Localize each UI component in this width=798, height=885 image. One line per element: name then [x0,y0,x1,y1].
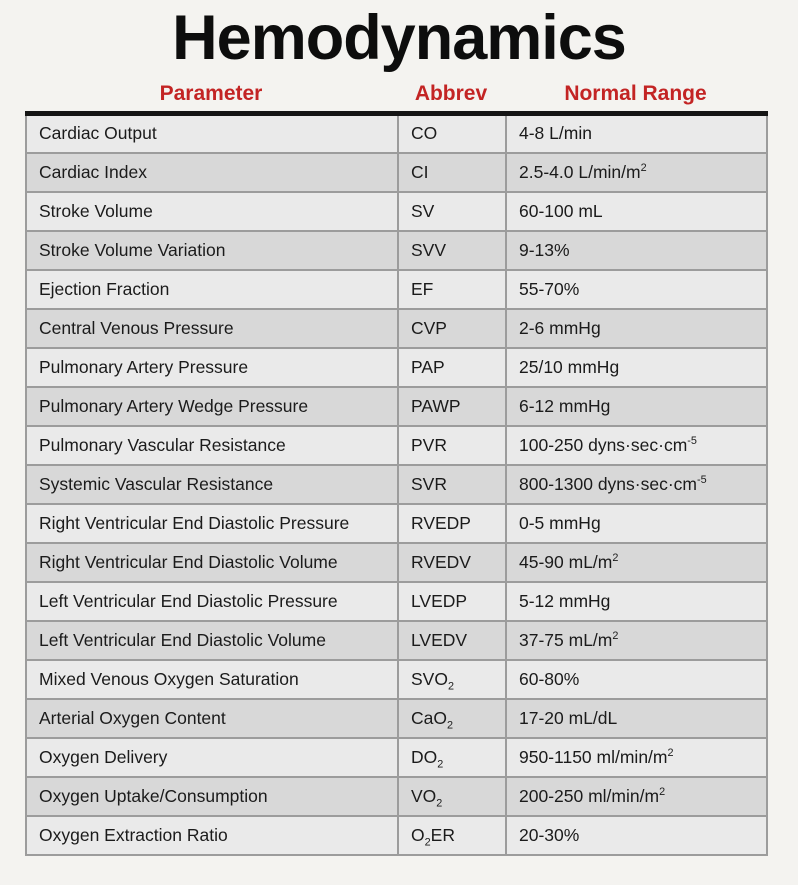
hemodynamics-table [25,111,768,856]
table-row [26,699,767,738]
table-row [26,621,767,660]
cell-parameter: Left Ventricular End Diastolic Pressure [26,582,398,621]
cell-parameter: Right Ventricular End Diastolic Pressure [26,504,398,543]
cell-abbrev: RVEDV [398,543,506,582]
table-row [26,465,767,504]
cell-normal-range: 25/10 mmHg [506,348,767,387]
cell-parameter: Oxygen Delivery [26,738,398,777]
column-header-parameter: Parameter [159,82,263,105]
table-row [26,504,767,543]
column-headers [25,82,766,106]
cell-parameter: Pulmonary Artery Wedge Pressure [26,387,398,426]
table-row [26,582,767,621]
cell-parameter: Stroke Volume [26,192,398,231]
table-row [26,543,767,582]
cell-abbrev: SVR [398,465,506,504]
cell-normal-range: 100-250 $dyns\cdot\sec\cdot cm^{-5}$ [506,426,767,465]
cell-abbrev: $DO_2$ [398,738,506,777]
cell-parameter: Systemic Vascular Resistance [26,465,398,504]
cell-abbrev: LVEDP [398,582,506,621]
cell-normal-range: 60-80% [506,660,767,699]
table-body [26,114,767,855]
table-row [26,153,767,192]
cell-abbrev: RVEDP [398,504,506,543]
cell-parameter: Oxygen Uptake/Consumption [26,777,398,816]
cell-normal-range: 17-20 mL/dL [506,699,767,738]
table-row [26,309,767,348]
cell-normal-range: 2-6 mmHg [506,309,767,348]
cell-parameter: Right Ventricular End Diastolic Volume [26,543,398,582]
cell-parameter: Cardiac Output [26,114,398,153]
cell-normal-range: 9-13% [506,231,767,270]
cell-parameter: Central Venous Pressure [26,309,398,348]
cell-parameter: Cardiac Index [26,153,398,192]
cell-abbrev: EF [398,270,506,309]
cell-abbrev: $SVO_2$ [398,660,506,699]
cell-parameter: Pulmonary Artery Pressure [26,348,398,387]
cell-normal-range: 4-8 L/min [506,114,767,153]
cell-parameter: Pulmonary Vascular Resistance [26,426,398,465]
cell-normal-range: 37-75 $mL/m^2$ [506,621,767,660]
table-row [26,192,767,231]
cell-normal-range: 950-1150 $ml/\min/m^2$ [506,738,767,777]
cell-abbrev: CO [398,114,506,153]
table-row [26,114,767,153]
table-row [26,660,767,699]
cell-abbrev: SVV [398,231,506,270]
cell-parameter: Oxygen Extraction Ratio [26,816,398,855]
cell-abbrev: PVR [398,426,506,465]
cell-normal-range: 60-100 mL [506,192,767,231]
table-row [26,777,767,816]
column-header-normal-range: Normal Range [564,82,707,105]
cell-abbrev: PAP [398,348,506,387]
cell-parameter: Stroke Volume Variation [26,231,398,270]
cell-abbrev: LVEDV [398,621,506,660]
page-title: Hemodynamics [172,3,626,73]
cell-normal-range: 6-12 mmHg [506,387,767,426]
cell-abbrev: SV [398,192,506,231]
cell-abbrev: $O_2ER$ [398,816,506,855]
cell-parameter: Arterial Oxygen Content [26,699,398,738]
table-row [26,231,767,270]
cell-abbrev: CVP [398,309,506,348]
cell-normal-range: 2.5-4.0 $L/\min/m^2$ [506,153,767,192]
cell-normal-range: 55-70% [506,270,767,309]
table-row [26,348,767,387]
cell-abbrev: PAWP [398,387,506,426]
cell-parameter: Mixed Venous Oxygen Saturation [26,660,398,699]
table-row [26,387,767,426]
cell-abbrev: CI [398,153,506,192]
table-row [26,816,767,855]
table-row [26,270,767,309]
cell-normal-range: 0-5 mmHg [506,504,767,543]
cell-parameter: Left Ventricular End Diastolic Volume [26,621,398,660]
cell-normal-range: 200-250 $ml/\min/m^2$ [506,777,767,816]
cell-normal-range: 45-90 $mL/m^2$ [506,543,767,582]
column-header-abbrev: Abbrev [414,82,488,105]
cell-normal-range: 800-1300 $dyns\cdot\sec\cdot cm^{-5}$ [506,465,767,504]
table-row [26,426,767,465]
cell-abbrev: $VO_2$ [398,777,506,816]
cell-normal-range: 20-30% [506,816,767,855]
cell-abbrev: CaO$_2$ [398,699,506,738]
table-row [26,738,767,777]
cell-normal-range: 5-12 mmHg [506,582,767,621]
cell-parameter: Ejection Fraction [26,270,398,309]
